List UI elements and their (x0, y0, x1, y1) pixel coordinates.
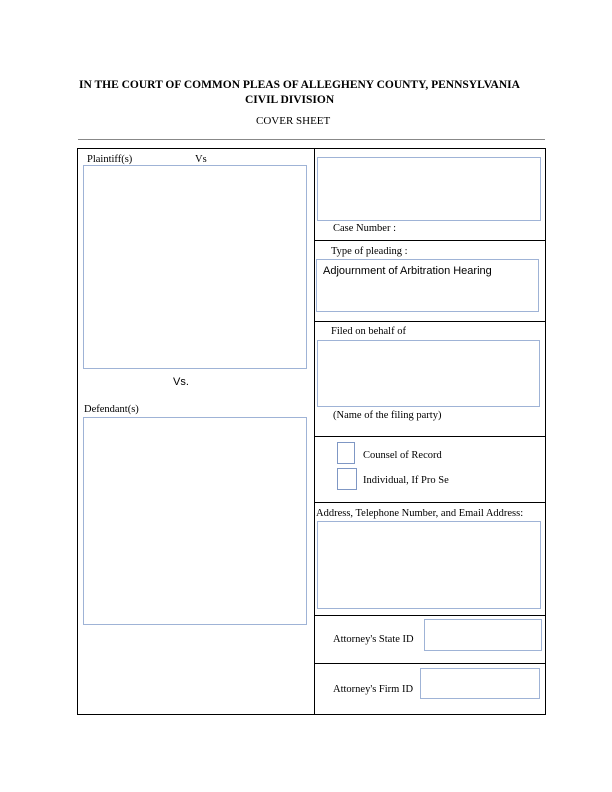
firm-id-label: Attorney's Firm ID (333, 684, 414, 695)
court-title: IN THE COURT OF COMMON PLEAS OF ALLEGHENY COUNTY, PENNSYLVANIA (79, 79, 520, 91)
row-divider-1 (314, 240, 546, 241)
division-title: CIVIL DIVISION (245, 94, 335, 106)
vs-label-middle: Vs. (173, 376, 189, 388)
pro-se-checkbox[interactable] (337, 468, 357, 490)
address-field[interactable] (317, 521, 541, 609)
row-divider-3 (314, 436, 546, 437)
address-label: Address, Telephone Number, and Email Address: (316, 508, 524, 519)
state-id-field[interactable] (424, 619, 542, 651)
row-divider-4 (314, 502, 546, 503)
counsel-of-record-checkbox[interactable] (337, 442, 355, 464)
header-divider (78, 139, 545, 140)
defendant-field[interactable] (83, 417, 307, 625)
type-of-pleading-value: Adjournment of Arbitration Hearing (323, 265, 492, 277)
plaintiff-field[interactable] (83, 165, 307, 369)
plaintiff-label: Plaintiff(s) (87, 154, 133, 165)
type-of-pleading-field[interactable] (316, 259, 539, 312)
row-divider-6 (314, 663, 546, 664)
case-number-label: Case Number : (333, 223, 396, 234)
sheet-title: COVER SHEET (256, 115, 331, 127)
row-divider-5 (314, 615, 546, 616)
firm-id-field[interactable] (420, 668, 540, 699)
pro-se-label: Individual, If Pro Se (363, 475, 449, 486)
filed-on-behalf-label: Filed on behalf of (331, 326, 406, 337)
filing-party-caption: (Name of the filing party) (333, 410, 442, 421)
filed-on-behalf-field[interactable] (317, 340, 540, 407)
case-number-field[interactable] (317, 157, 541, 221)
defendant-label: Defendant(s) (84, 404, 139, 415)
type-of-pleading-label: Type of pleading : (331, 246, 408, 257)
column-divider (314, 148, 315, 715)
vs-label-top: Vs (195, 154, 207, 165)
row-divider-2 (314, 321, 546, 322)
state-id-label: Attorney's State ID (333, 634, 414, 645)
counsel-of-record-label: Counsel of Record (363, 450, 442, 461)
